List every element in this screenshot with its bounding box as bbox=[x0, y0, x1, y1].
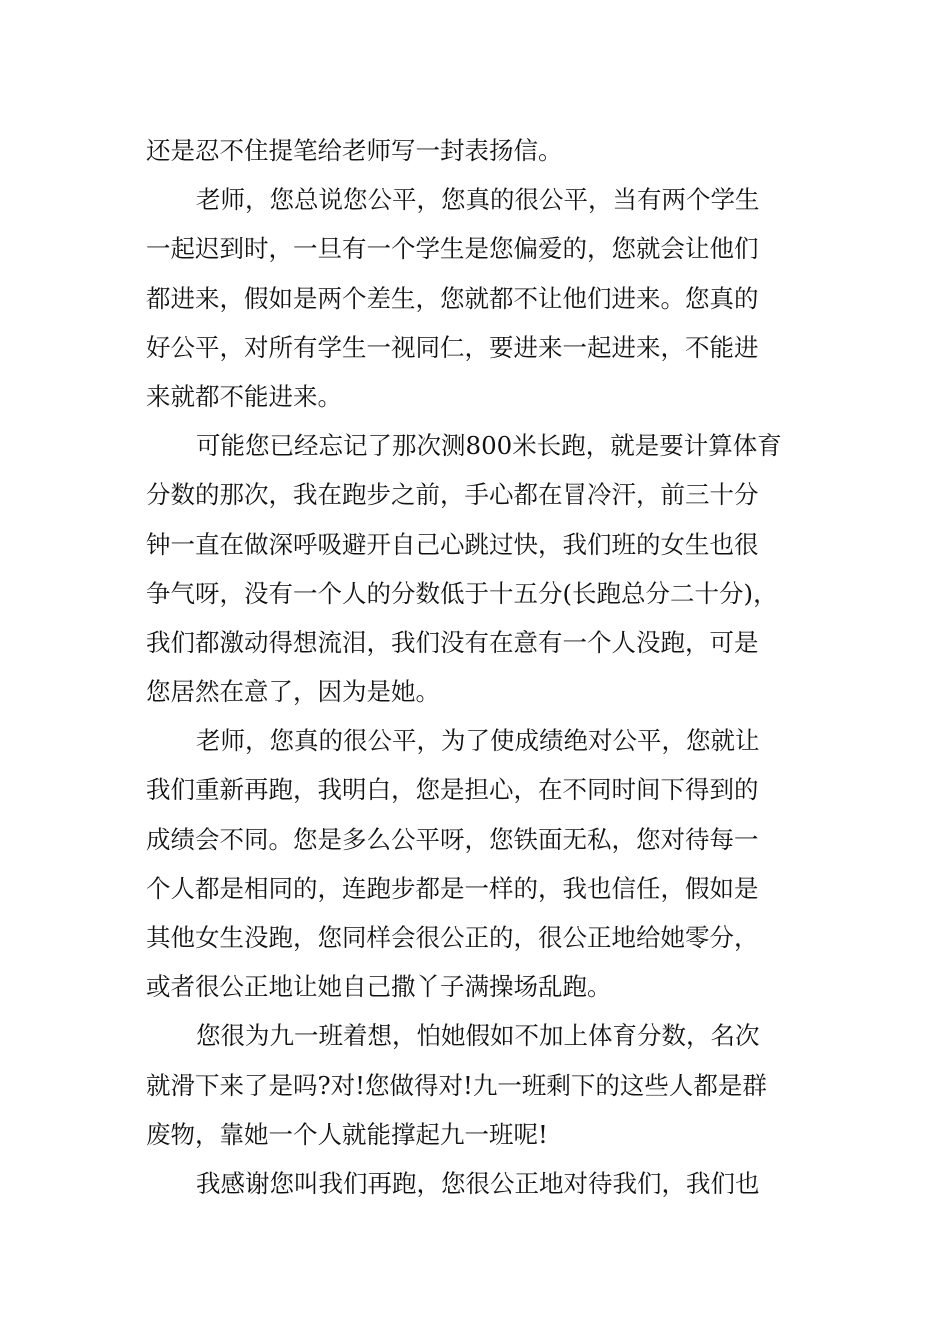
text-line: 我们重新再跑，我明白，您是担心，在不同时间下得到的 bbox=[146, 775, 759, 805]
paragraph-start-line: 老师，您总说您公平，您真的很公平，当有两个学生 bbox=[196, 185, 760, 215]
text-line: 好公平，对所有学生一视同仁，要进来一起进来，不能进 bbox=[146, 332, 759, 362]
text-line: 钟一直在做深呼吸避开自己心跳过快，我们班的女生也很 bbox=[146, 529, 759, 559]
text-line: 争气呀，没有一个人的分数低于十五分(长跑总分二十分)， bbox=[146, 578, 778, 608]
text-line: 您居然在意了，因为是她。 bbox=[146, 677, 440, 707]
text-line: 一起迟到时，一旦有一个学生是您偏爱的，您就会让他们 bbox=[146, 234, 759, 264]
text-line: 就滑下来了是吗?对!您做得对!九一班剩下的这些人都是群 bbox=[146, 1070, 767, 1100]
text-line: 我们都激动得想流泪，我们没有在意有一个人没跑，可是 bbox=[146, 627, 759, 657]
paragraph-start-line: 老师，您真的很公平，为了使成绩绝对公平，您就让 bbox=[196, 726, 760, 756]
paragraph-start-line: 可能您已经忘记了那次测800米长跑，就是要计算体育 bbox=[196, 431, 782, 461]
text-line: 个人都是相同的，连跑步都是一样的，我也信任，假如是 bbox=[146, 873, 759, 903]
paragraph-start-line: 我感谢您叫我们再跑，您很公正地对待我们，我们也 bbox=[196, 1168, 760, 1198]
text-line: 都进来，假如是两个差生，您就都不让他们进来。您真的 bbox=[146, 283, 759, 313]
text-line: 来就都不能进来。 bbox=[146, 381, 342, 411]
text-line: 还是忍不住提笔给老师写一封表扬信。 bbox=[146, 136, 563, 165]
text-line: 其他女生没跑，您同样会很公正的，很公正地给她零分， bbox=[146, 923, 759, 952]
letter-body-text bbox=[146, 126, 808, 1208]
paragraph-start-line: 您很为九一班着想，怕她假如不加上体育分数，名次 bbox=[196, 1021, 760, 1051]
text-line: 分数的那次，我在跑步之前，手心都在冒冷汗，前三十分 bbox=[146, 480, 759, 510]
text-line: 成绩会不同。您是多么公平呀，您铁面无私，您对待每一 bbox=[146, 824, 759, 854]
text-line: 废物，靠她一个人就能撑起九一班呢! bbox=[146, 1119, 548, 1149]
text-line: 或者很公正地让她自己撒丫子满操场乱跑。 bbox=[146, 972, 612, 1002]
